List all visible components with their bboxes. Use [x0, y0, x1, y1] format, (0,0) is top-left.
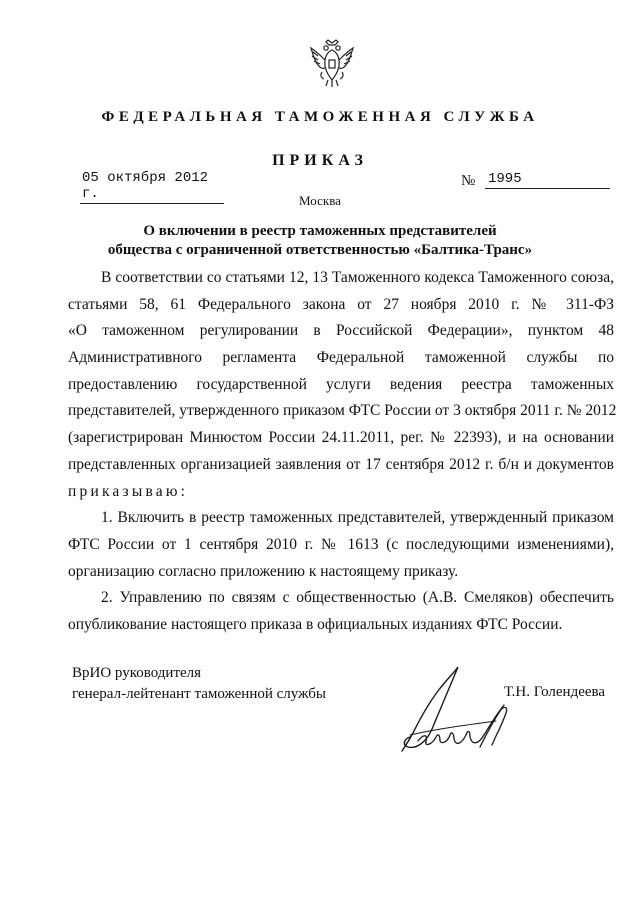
order-subject: [80, 222, 560, 260]
order-number: 1995: [485, 171, 610, 189]
signer-position: [72, 663, 326, 705]
body-line: 1. Включить в реестр таможенных представителей, утвержденный приказом: [101, 509, 614, 527]
agency-name: ФЕДЕРАЛЬНАЯ ТАМОЖЕННАЯ СЛУЖБА: [101, 109, 539, 125]
body-line: организацию согласно приложению к настоящему приказу.: [68, 562, 459, 580]
handwritten-signature: [396, 655, 524, 755]
body-line: Административного регламента Федеральной таможенной службы по: [68, 349, 614, 367]
body-line: предоставлению государственной услуги ведения реестра таможенных: [68, 375, 614, 393]
signer-position-line: ВрИО руководителя: [72, 665, 202, 681]
body-line: статьями 58, 61 Федерального закона от 27 ноября 2010 г. № 311-ФЗ: [68, 295, 614, 313]
subject-line: О включении в реестр таможенных представителей: [143, 223, 497, 239]
signer-position-line: генерал-лейтенант таможенной службы: [72, 686, 326, 702]
signer-name: Т.Н. Голендеева: [504, 684, 606, 700]
body-line: представителей, утвержденного приказом ФТС России от 3 октября 2011 г. № 2012: [68, 402, 617, 420]
body-line: ФТС России от 1 сентября 2010 г. № 1613 (с последующими изменениями),: [68, 535, 614, 553]
body-line: представленных организацией заявления от 17 сентября 2012 г. б/н и документов: [68, 455, 614, 473]
body-line: (зарегистрирован Минюстом России 24.11.2011, рег. № 22393), и на основании: [68, 429, 614, 447]
order-number-label: №: [461, 173, 476, 189]
double-headed-eagle-emblem-icon: [309, 38, 355, 88]
body-line: опубликование настоящего приказа в официальных изданиях ФТС России.: [68, 615, 563, 633]
order-body: [68, 265, 617, 639]
body-line: 2. Управлению по связям с общественностью (А.В. Смеляков) обеспечить: [101, 589, 614, 607]
order-verb: приказываю:: [68, 482, 189, 500]
order-date: 05 октября 2012 г.: [80, 170, 224, 204]
city: Москва: [299, 193, 341, 208]
document-title: ПРИКАЗ: [272, 152, 368, 169]
body-line: «О таможенном регулировании в Российской Федерации», пунктом 48: [68, 322, 614, 340]
subject-line: общества с ограниченной ответственностью «Балтика-Транс»: [107, 242, 533, 258]
body-line: В соответствии со статьями 12, 13 Таможенного кодекса Таможенного союза,: [101, 269, 614, 286]
